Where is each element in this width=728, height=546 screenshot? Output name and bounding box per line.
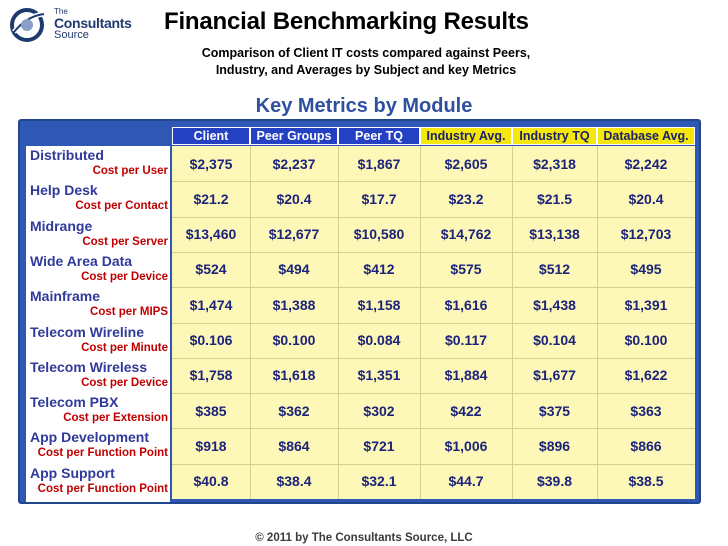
table-cell: $14,762	[440, 226, 492, 243]
table-cell: $2,242	[624, 155, 668, 172]
table-cell: $864	[278, 437, 310, 454]
row-metric: Cost per User	[92, 165, 168, 177]
row-name: Distributed	[30, 147, 104, 163]
table-cell: $0.084	[357, 332, 401, 348]
column-header-industry-avg: Industry Avg.	[420, 127, 512, 145]
table-cell: $21.2	[193, 190, 229, 207]
table-cell: $495	[630, 261, 662, 278]
table-cell: $0.106	[189, 332, 233, 348]
table-cell: $2,375	[189, 155, 233, 172]
table-heading: Key Metrics by Module	[255, 95, 473, 117]
column-header-industry-tq: Industry TQ	[512, 127, 597, 145]
row-name: Mainframe	[30, 288, 101, 305]
table-cell: $23.2	[448, 190, 484, 207]
row-metric: Cost per Function Point	[37, 482, 168, 495]
column-header-peer-groups: Peer Groups	[250, 127, 338, 145]
table-cell: $40.8	[193, 473, 229, 490]
row-name: Wide Area Data	[30, 252, 133, 269]
table-cell: $0.100	[624, 332, 668, 348]
table-cell: $1,474	[189, 296, 233, 313]
row-name: Telecom Wireless	[30, 358, 148, 375]
table-cell: $422	[450, 402, 482, 419]
table-cell: $32.1	[361, 473, 397, 490]
table-cell: $0.117	[444, 332, 488, 348]
table-cell: $575	[450, 261, 482, 278]
table-cell: $1,618	[272, 367, 316, 384]
row-name: Midrange	[30, 217, 93, 234]
table-cell: $1,758	[189, 367, 233, 384]
table-cell: $13,138	[529, 226, 580, 243]
table-cell: $896	[538, 437, 571, 454]
table-cell: $2,237	[272, 155, 316, 172]
table-cell: $17.7	[361, 190, 397, 207]
row-metric: Cost per Device	[81, 376, 168, 389]
table-cell: $12,703	[620, 226, 672, 243]
row-metric: Cost per MIPS	[90, 306, 168, 319]
table-cell: $44.7	[448, 473, 484, 490]
consultants-source-logo	[8, 6, 148, 44]
table-cell: $918	[195, 437, 227, 454]
column-header-peer-tq: Peer TQ	[338, 127, 420, 145]
table-cell: $12,677	[268, 226, 320, 243]
table-cell: $494	[278, 261, 310, 278]
table-cell: $1,388	[272, 296, 316, 313]
table-cell: $375	[538, 402, 571, 419]
table-cell: $1,006	[444, 437, 488, 454]
table-cell: $1,438	[533, 296, 576, 313]
globe-icon	[8, 6, 48, 44]
column-header-client: Client	[172, 127, 250, 145]
table-cell: $20.4	[628, 190, 664, 207]
row-metric: Cost per Function Point	[37, 447, 168, 460]
row-labels-column	[26, 146, 170, 502]
table-cell: $1,884	[444, 367, 488, 384]
table-cell: $39.8	[536, 473, 573, 490]
table-cell: $363	[630, 402, 662, 419]
subtitle-line-1: Comparison of Client IT costs compared against Peers,	[201, 46, 531, 60]
table-cell: $2,318	[533, 155, 576, 172]
table-cell: $512	[538, 261, 571, 278]
copyright-footer: © 2011 by The Consultants Source, LLC	[255, 532, 473, 544]
column-header-database-avg: Database Avg.	[597, 127, 695, 145]
row-name: Help Desk	[30, 182, 98, 199]
row-metric: Cost per Minute	[81, 341, 168, 354]
table-cell: $866	[630, 437, 662, 454]
table-cell: $524	[195, 261, 227, 278]
table-cell: $2,605	[444, 155, 488, 172]
row-metric: Cost per Server	[82, 235, 168, 248]
row-metric: Cost per Extension	[63, 412, 168, 425]
row-name: Telecom Wireline	[30, 323, 144, 340]
row-name: Telecom PBX	[30, 394, 119, 411]
row-metric: Cost per Contact	[75, 200, 168, 213]
logo-consultants: Consultants	[54, 15, 132, 31]
table-cell: $13,460	[185, 226, 237, 243]
page-title: Financial Benchmarking Results	[164, 8, 529, 35]
table-cell: $1,616	[444, 296, 488, 313]
table-cell: $385	[195, 402, 227, 419]
table-cell: $1,351	[357, 367, 401, 384]
table-cell: $1,867	[357, 155, 401, 172]
logo-source: Source	[54, 29, 89, 41]
table-cell: $21.5	[536, 190, 573, 207]
row-metric: Cost per Device	[81, 270, 168, 283]
table-cell: $38.4	[276, 473, 312, 490]
row-name: App Development	[30, 429, 150, 446]
table-cell: $362	[278, 402, 310, 419]
table-cell: $1,677	[533, 367, 576, 384]
table-cell: $1,158	[357, 296, 401, 313]
table-cell: $10,580	[353, 226, 405, 243]
table-cell: $721	[363, 437, 395, 454]
subtitle-line-2: Industry, and Averages by Subject and key Metrics	[215, 63, 517, 77]
table-cell: $38.5	[628, 473, 664, 490]
table-cell: $0.104	[533, 332, 576, 348]
subtitle	[176, 45, 556, 79]
table-cell: $412	[363, 261, 395, 278]
table-cell: $1,391	[624, 296, 668, 313]
row-name: App Support	[30, 464, 115, 481]
table-cell: $0.100	[272, 332, 316, 348]
table-cell: $20.4	[276, 190, 312, 207]
logo-the: The	[54, 7, 68, 16]
table-cell: $1,622	[624, 367, 668, 384]
table-cell: $302	[363, 402, 395, 419]
